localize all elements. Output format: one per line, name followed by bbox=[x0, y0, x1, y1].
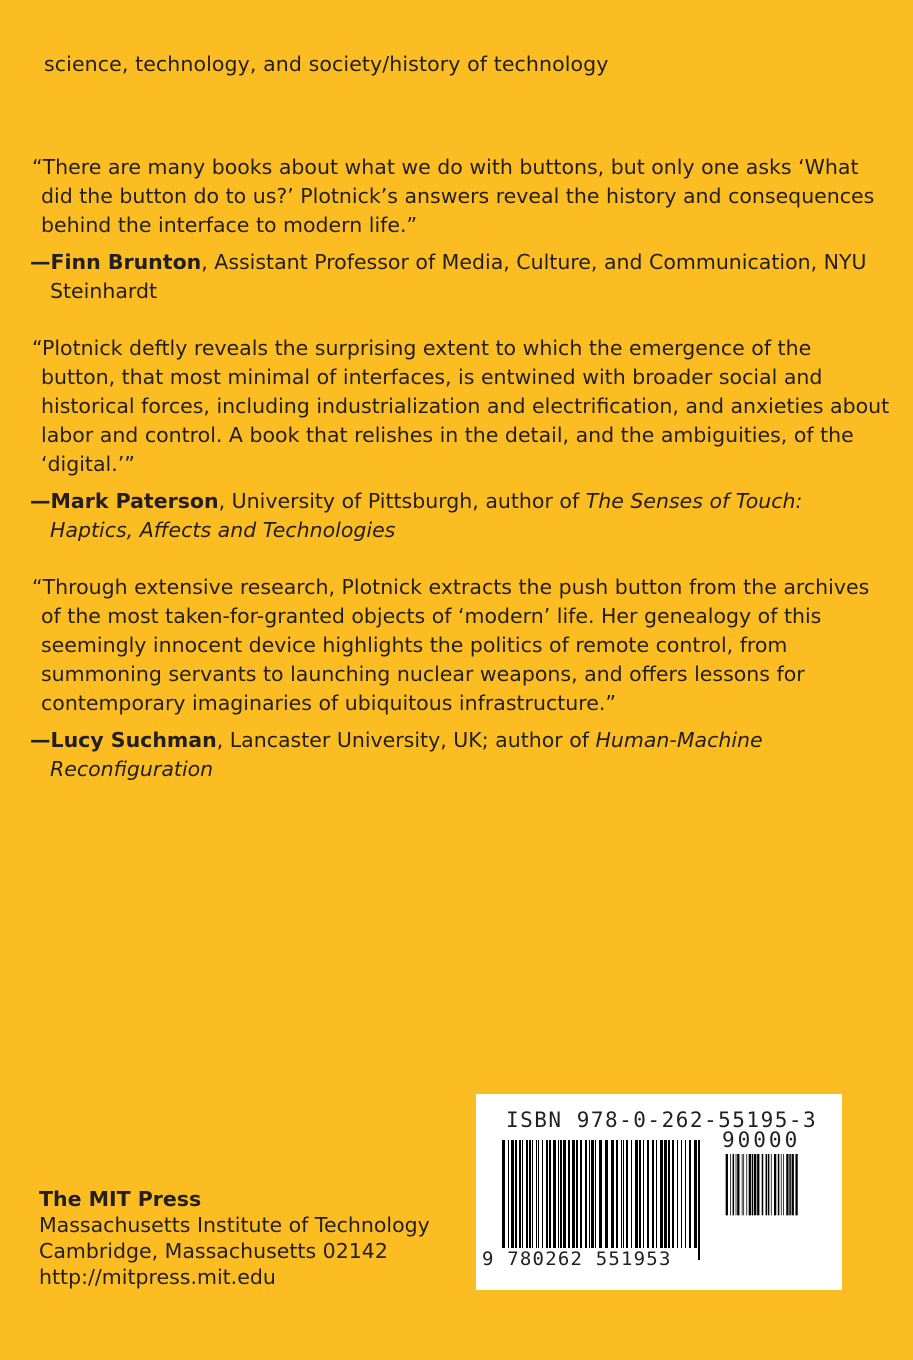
barcode-bar bbox=[677, 1140, 678, 1248]
barcode-bar bbox=[664, 1140, 667, 1248]
barcode-bar bbox=[626, 1140, 628, 1248]
barcode-bar bbox=[774, 1154, 776, 1215]
isbn-barcode bbox=[476, 1094, 842, 1290]
barcode-bar bbox=[529, 1140, 531, 1248]
barcode-bar bbox=[522, 1140, 523, 1248]
barcode-bar bbox=[511, 1140, 514, 1248]
publisher-info bbox=[39, 1186, 430, 1290]
barcode-bar bbox=[778, 1154, 780, 1215]
barcode-bar bbox=[572, 1140, 575, 1248]
barcode-bar bbox=[560, 1140, 562, 1248]
blurb-quote: “Plotnick deftly reveals the surprising extent to which the emergence of the button, that most minimal of interfaces, is entwined with broader social and historical forces, including industrialization and electrification, and anxieties about labor and control. A book that relishes in the detail, and the ambiguities, of the ‘digital.’” bbox=[32, 336, 890, 476]
barcode-bar bbox=[795, 1154, 797, 1215]
barcode-bar bbox=[538, 1140, 539, 1248]
addon-barcode-bars bbox=[714, 1154, 814, 1246]
barcode-bar bbox=[737, 1154, 739, 1215]
isbn-label: ISBN 978-0-262-55195-3 bbox=[506, 1108, 818, 1132]
publisher-institution: Massachusetts Institute of Technology bbox=[39, 1213, 430, 1237]
barcode-bar bbox=[502, 1140, 505, 1260]
barcode-bar bbox=[568, 1140, 570, 1248]
barcode-bar bbox=[526, 1140, 528, 1248]
barcode-bar bbox=[549, 1140, 551, 1248]
barcode-bar bbox=[580, 1140, 582, 1248]
barcode-bar bbox=[789, 1154, 791, 1215]
blurb-quote: “Through extensive research, Plotnick extracts the push button from the archives of the most taken-for-granted objects of ‘modern’ life. Her genealogy of this seemingly innocent device highlights the politics of remote control, from summoning servants to launching nuclear weapons, and offers lessons for contemporary imaginaries of ubiquitous infrastructure.” bbox=[32, 575, 870, 715]
addon-digits: 90000 bbox=[722, 1128, 801, 1152]
barcode-bar bbox=[536, 1140, 537, 1248]
barcode-bar bbox=[786, 1154, 788, 1215]
barcode-bar bbox=[546, 1140, 548, 1248]
barcode-bar bbox=[668, 1140, 670, 1248]
publisher-url[interactable]: http://mitpress.mit.edu bbox=[39, 1265, 276, 1289]
barcode-bar bbox=[563, 1140, 566, 1248]
barcode-bar bbox=[681, 1140, 682, 1248]
publisher-name: The MIT Press bbox=[39, 1187, 202, 1211]
barcode-bar bbox=[621, 1140, 622, 1248]
blurb-attribution: —Lucy Suchman, Lancaster University, UK; author of Human-Machine Reconfiguration bbox=[30, 728, 763, 781]
barcode-bar bbox=[647, 1140, 649, 1248]
blurb-2 bbox=[30, 334, 890, 545]
barcode-bar bbox=[694, 1140, 697, 1248]
barcode-bar bbox=[752, 1154, 754, 1215]
barcode-bar bbox=[616, 1140, 618, 1248]
barcode-bar bbox=[733, 1154, 735, 1215]
barcode-bar bbox=[746, 1154, 747, 1215]
blurb-1 bbox=[30, 153, 890, 306]
barcode-bar bbox=[689, 1140, 691, 1248]
barcode-bar bbox=[730, 1154, 731, 1215]
barcode-bar bbox=[672, 1140, 674, 1248]
barcode-bar bbox=[742, 1154, 743, 1215]
barcode-bar bbox=[754, 1154, 756, 1215]
publisher-address: Cambridge, Massachusetts 02142 bbox=[39, 1239, 388, 1263]
blurb-3 bbox=[30, 573, 890, 784]
barcode-bar bbox=[726, 1154, 728, 1215]
barcode-bar bbox=[783, 1154, 784, 1215]
barcode-bar bbox=[766, 1154, 768, 1215]
barcode-bar bbox=[781, 1154, 782, 1215]
barcode-bar bbox=[605, 1140, 608, 1260]
barcode-bar bbox=[591, 1140, 594, 1248]
blurb-author: Lucy Suchman bbox=[50, 728, 217, 752]
blurb-work-title: The Senses of Touch: Haptics, Affects and Technologies bbox=[50, 489, 803, 542]
barcode-bar bbox=[762, 1154, 764, 1215]
barcode-bar bbox=[515, 1140, 517, 1248]
barcode-bar bbox=[768, 1154, 770, 1215]
barcode-bar bbox=[749, 1154, 751, 1215]
barcode-bar bbox=[532, 1140, 533, 1248]
barcode-bar bbox=[757, 1154, 759, 1215]
barcode-bar bbox=[736, 1154, 737, 1215]
barcode-bar bbox=[643, 1140, 644, 1248]
blurb-attribution: —Mark Paterson, University of Pittsburgh, author of The Senses of Touch: Haptics, Affects and Technologies bbox=[30, 489, 803, 542]
blurb-quote: “There are many books about what we do with buttons, but only one asks ‘What did the button do to us?’ Plotnick’s answers reveal the history and consequences behind the interface to modern life.” bbox=[32, 155, 875, 237]
barcode-bar bbox=[743, 1154, 744, 1215]
barcode-bar bbox=[519, 1140, 521, 1248]
blurb-author: Mark Paterson bbox=[50, 489, 219, 513]
barcode-bar bbox=[698, 1140, 700, 1260]
barcode-bar bbox=[631, 1140, 632, 1248]
barcode-bar bbox=[611, 1140, 614, 1248]
barcode-bar bbox=[792, 1154, 794, 1215]
ean-barcode-bars bbox=[502, 1140, 702, 1260]
barcode-bar bbox=[656, 1140, 657, 1248]
barcode-bar bbox=[623, 1140, 624, 1248]
blurb-author: Finn Brunton bbox=[50, 250, 202, 274]
barcode-bar bbox=[558, 1140, 559, 1248]
barcode-bar bbox=[660, 1140, 663, 1248]
barcode-bar bbox=[595, 1140, 596, 1248]
blurb-attribution: —Finn Brunton, Assistant Professor of Media, Culture, and Communication, NYU Steinhardt bbox=[30, 250, 867, 303]
barcode-bar bbox=[585, 1140, 587, 1248]
barcode-bar bbox=[771, 1154, 772, 1215]
barcode-bar bbox=[685, 1140, 686, 1248]
barcode-bar bbox=[589, 1140, 590, 1248]
barcode-bar bbox=[652, 1140, 654, 1248]
barcode-bar bbox=[635, 1140, 638, 1248]
barcode-bar bbox=[508, 1140, 509, 1248]
barcode-bar bbox=[553, 1140, 556, 1248]
subject-category: science, technology, and society/history of technology bbox=[44, 52, 609, 76]
barcode-bar bbox=[639, 1140, 641, 1248]
barcode-bar bbox=[576, 1140, 578, 1248]
blurb-work-title: Human-Machine Reconfiguration bbox=[50, 728, 763, 781]
barcode-bar bbox=[599, 1140, 602, 1260]
ean-digits: 9 780262 551953 bbox=[482, 1248, 672, 1270]
barcode-bar bbox=[542, 1140, 543, 1248]
